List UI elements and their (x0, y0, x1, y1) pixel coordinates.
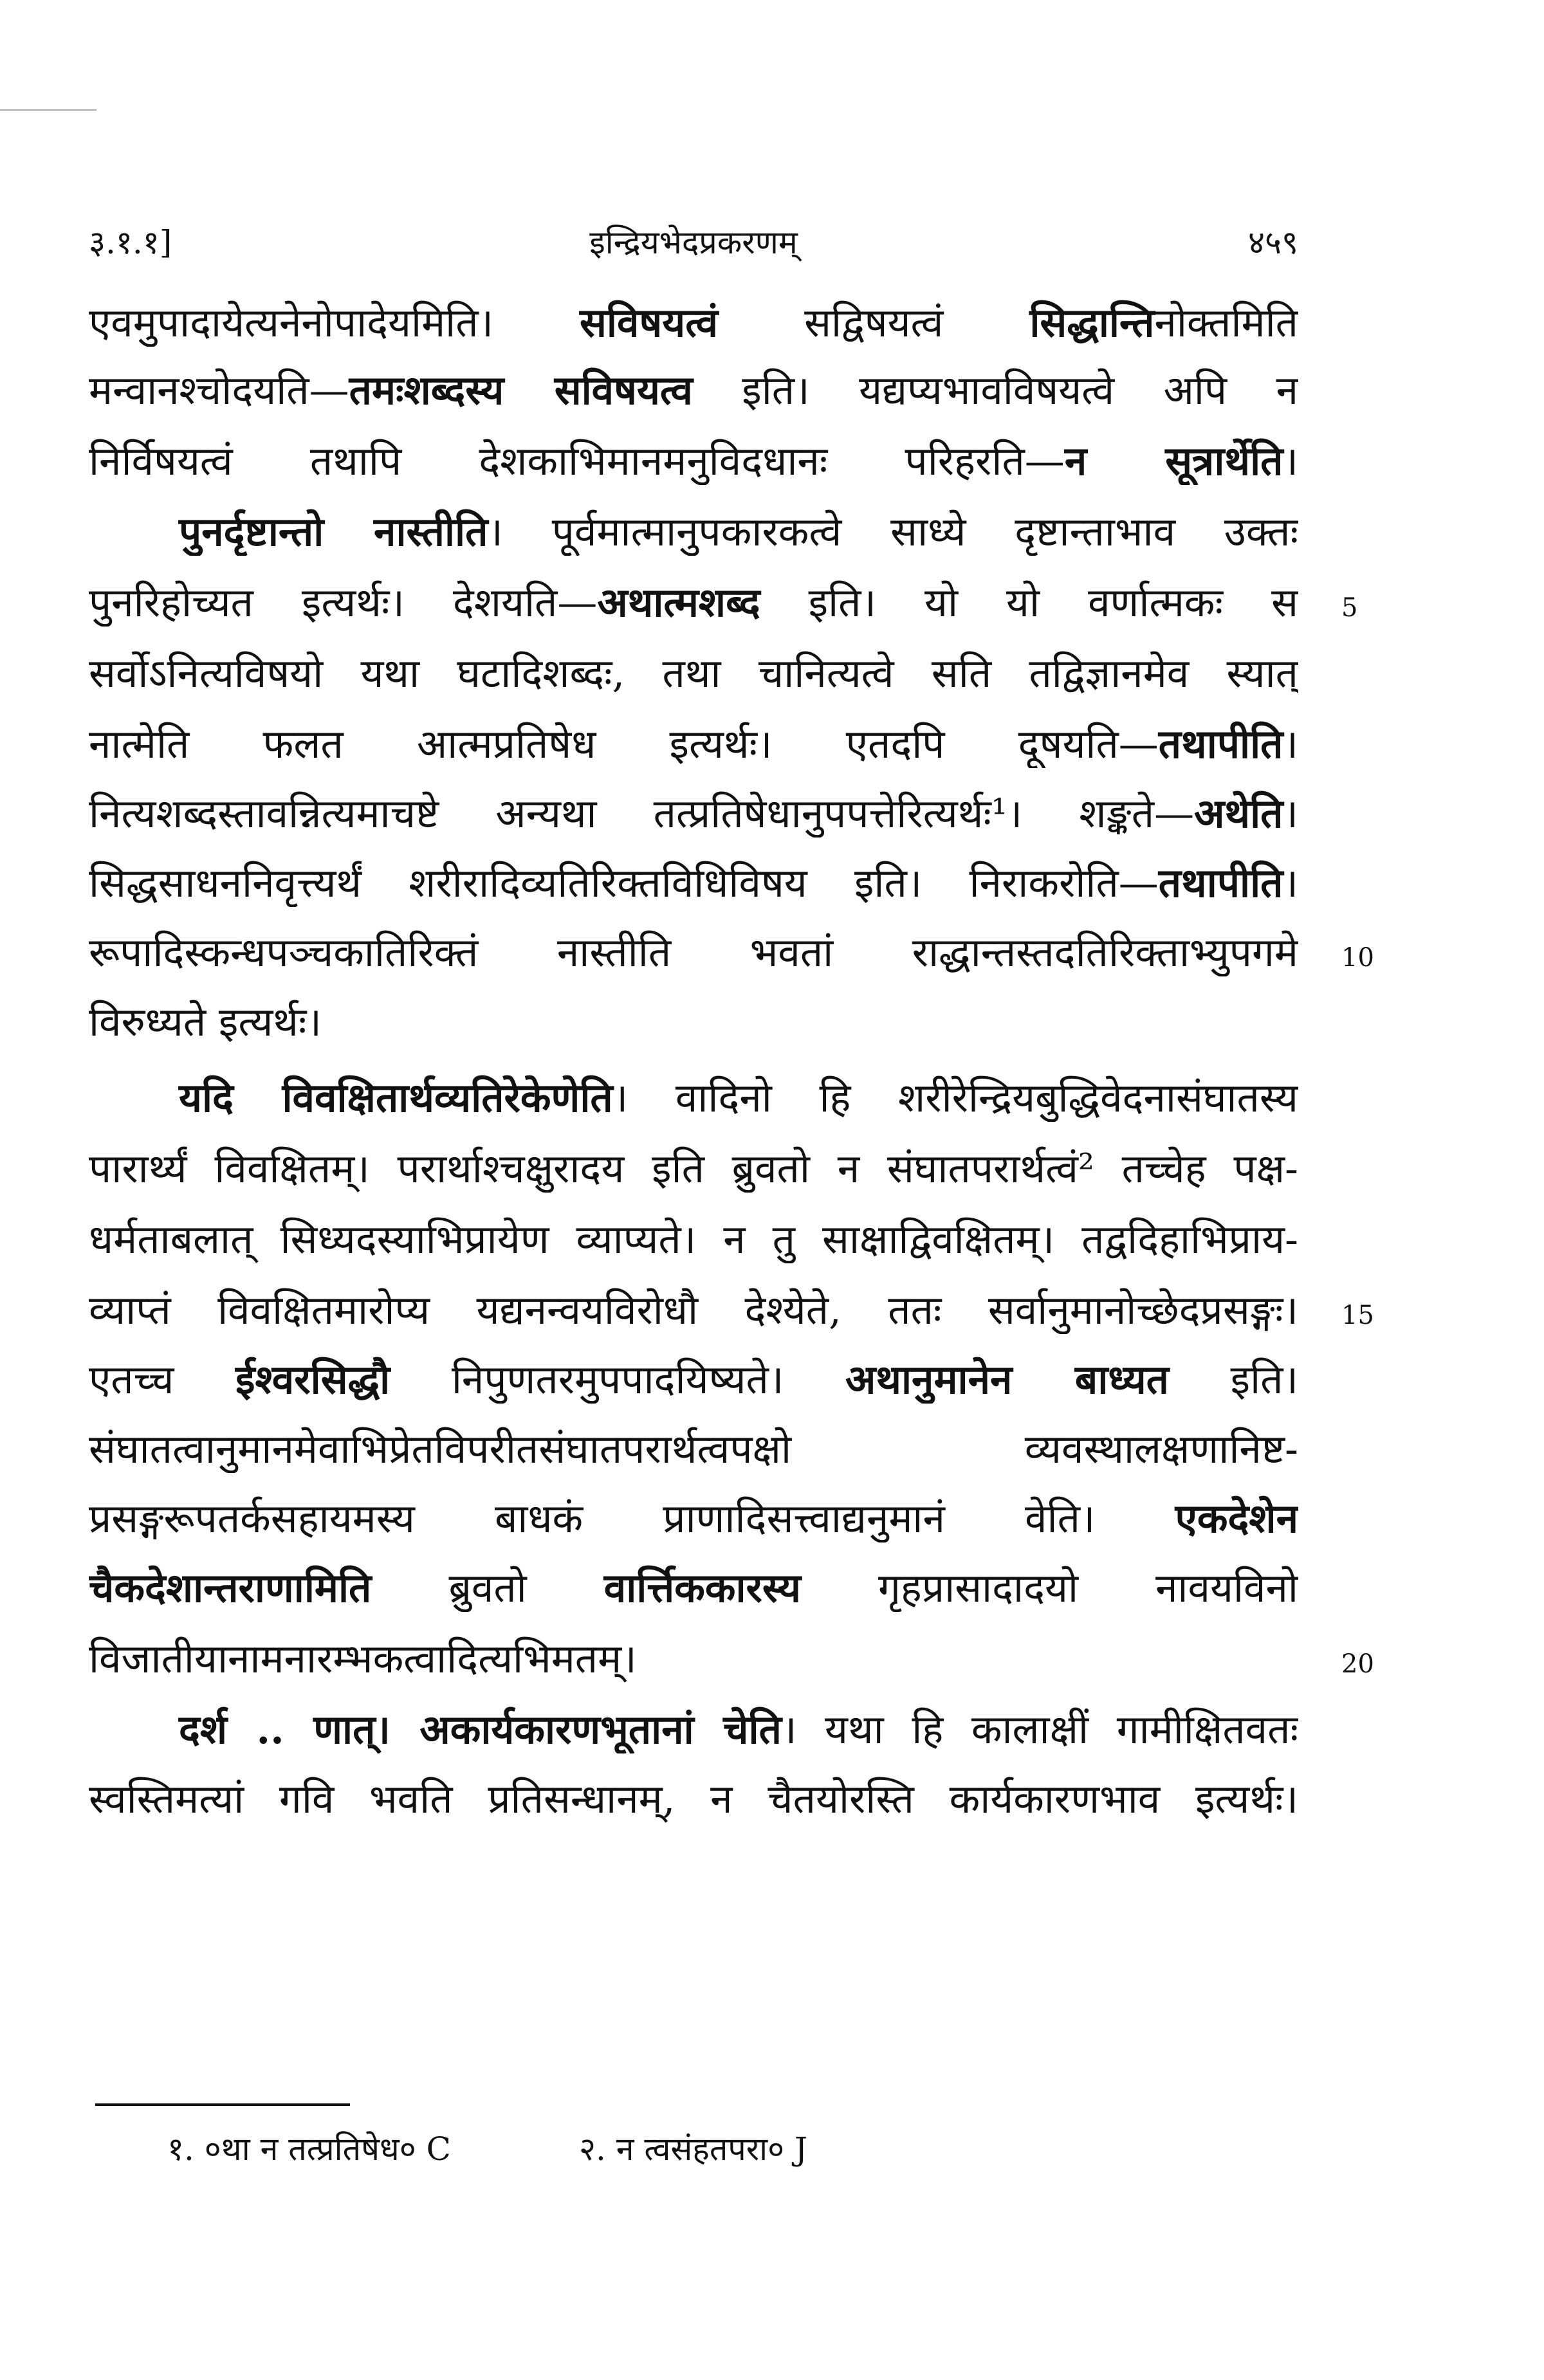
text-run: । वादिनो हि शरीरेन्द्रियबुद्धिवेदनासंघातस्य (612, 1074, 1298, 1121)
footnote-2: २. न त्वसंहतपरा० J (579, 2130, 808, 2168)
text-run: सद्विषयत्वं (718, 299, 1030, 346)
text-run: एवमुपादायेत्यनेनोपादेयमिति। (89, 299, 580, 346)
text-line (89, 1074, 1298, 1122)
bold-lemma: अथानुमानेन बाध्यत (845, 1356, 1170, 1403)
text-line (89, 859, 1298, 907)
text-run: पुनरिहोच्यत इत्यर्थः। देशयति— (89, 579, 598, 626)
text-line (89, 1706, 1298, 1753)
line-number: 5 (1341, 593, 1358, 623)
bold-lemma: अथेति (1194, 790, 1283, 837)
text-line (89, 1775, 1298, 1823)
text-line (89, 437, 1298, 485)
bold-lemma: न सूत्रार्थेति (1064, 437, 1283, 484)
text-line (89, 579, 1298, 627)
text-line (89, 1495, 1298, 1542)
text-line (89, 1635, 1298, 1683)
bold-lemma: वार्त्तिककारस्य (603, 1564, 801, 1611)
text-line (89, 508, 1298, 556)
bold-lemma: अथात्मशब्द (597, 579, 760, 626)
text-run: नोक्तमिति (1154, 299, 1298, 346)
bold-lemma: सिद्धान्ति (1029, 299, 1155, 346)
text-run: निर्विषयत्वं तथापि देशकाभिमानमनुविदधानः परिहरति— (89, 437, 1065, 484)
text-line (89, 1356, 1298, 1404)
text-line (89, 299, 1298, 347)
text-run: इति। यो यो वर्णात्मकः स (760, 579, 1298, 626)
text-line (89, 790, 1298, 838)
line-number: 20 (1341, 1649, 1374, 1679)
text-run: प्रसङ्गरूपतर्कसहायमस्य बाधकं प्राणादिसत्त्वाद्यनुमानं वेति। (89, 1495, 1175, 1542)
footnote-1: १. ०था न तत्प्रतिषेध० C (167, 2130, 451, 2168)
text-run: धर्मताबलात् सिध्यदस्याभिप्रायेण व्याप्यते। न तु साक्षाद्विवक्षितम्। तद्वदिहाभिप्राय- (89, 1216, 1298, 1263)
bold-lemma: तमःशब्दस्य सविषयत्व (349, 367, 693, 414)
text-run: विरुध्यते इत्यर्थः। (89, 998, 322, 1045)
text-run: । पूर्वमात्मानुपकारकत्वे साध्ये दृष्टान्ताभाव उक्तः (488, 508, 1298, 555)
text-run: स्वस्तिमत्यां गवि भवति प्रतिसन्धानम्, न चैतयोरस्ति कार्यकारणभाव इत्यर्थः। (89, 1775, 1298, 1822)
text-run: । (1283, 720, 1298, 767)
text-run: व्याप्तं विवक्षितमारोप्य यद्यनन्वयविरोधौ देश्येते, ततः सर्वानुमानोच्छेदप्रसङ्गः। (89, 1286, 1298, 1333)
chapter-title: इन्द्रियभेदप्रकरणम् (589, 224, 798, 261)
footnote-rule (95, 2103, 350, 2106)
text-run: सर्वोऽनित्यविषयो यथा घटादिशब्दः, तथा चानित्यत्वे सति तद्विज्ञानमेव स्यात् (89, 650, 1298, 697)
text-line (89, 720, 1298, 768)
text-line (89, 1216, 1298, 1263)
bold-lemma: यदि विवक्षितार्थव्यतिरेकेणेति (179, 1074, 613, 1121)
text-run: विजातीयानामनारम्भकत्वादित्यभिमतम्। (89, 1635, 637, 1682)
text-line (89, 1286, 1298, 1334)
text-run: । (1283, 437, 1298, 484)
text-run: निपुणतरमुपपादयिष्यते। (390, 1356, 846, 1403)
text-run: संघातत्वानुमानमेवाभिप्रेतविपरीतसंघातपरार्थत्वपक्षो व्यवस्थालक्षणानिष्ट- (89, 1425, 1298, 1472)
text-line (89, 1425, 1298, 1473)
text-line (89, 998, 1298, 1046)
text-run: । (1283, 790, 1298, 837)
bold-lemma: ईश्वरसिद्धौ (235, 1356, 391, 1403)
text-run: रूपादिस्कन्धपञ्चकातिरिक्तं नास्तीति भवतां राद्धान्तस्तदतिरिक्ताभ्युपगमे (89, 929, 1298, 976)
text-run: इति। (1169, 1356, 1298, 1403)
text-line (89, 1564, 1298, 1612)
text-run: एतच्च (89, 1356, 236, 1403)
line-number: 10 (1341, 943, 1374, 973)
text-line (89, 650, 1298, 697)
running-header (89, 212, 1298, 270)
text-run: सिद्धसाधननिवृत्त्यर्थं शरीरादिव्यतिरिक्तविधिविषय इति। निराकरोति— (89, 859, 1159, 906)
text-line (89, 929, 1298, 976)
text-run: । (1283, 859, 1298, 906)
text-run: मन्वानश्चोदयति— (89, 367, 349, 414)
text-run: नित्यशब्दस्तावन्नित्यमाचष्टे अन्यथा तत्प्रतिषेधानुपपत्तेरित्यर्थः¹। शङ्कते— (89, 790, 1195, 837)
text-run: गृहप्रासादादयो नावयविनो (800, 1564, 1298, 1611)
scan-edge-mark (0, 109, 96, 111)
bold-lemma: एकदेशेन (1175, 1495, 1298, 1542)
section-number: ३.१.१] (89, 224, 172, 261)
text-line (89, 1145, 1298, 1193)
text-run: इति। यद्यप्यभावविषयत्वे अपि न (692, 367, 1298, 414)
text-run: ब्रुवतो (371, 1564, 604, 1611)
bold-lemma: दर्श .. णात्। अकार्यकारणभूतानां चेति (179, 1706, 782, 1753)
bold-lemma: चैकदेशान्तराणामिति (89, 1564, 372, 1611)
bold-lemma: सविषयत्वं (580, 299, 719, 346)
text-run: । यथा हि कालाक्षीं गामीक्षितवतः (781, 1706, 1298, 1753)
bold-lemma: तथापीति (1158, 859, 1283, 906)
text-run: नात्मेति फलत आत्मप्रतिषेध इत्यर्थः। एतदपि दूषयति— (89, 720, 1159, 767)
bold-lemma: पुनर्दृष्टान्तो नास्तीति (179, 508, 488, 555)
line-number: 15 (1341, 1301, 1374, 1330)
text-line (89, 367, 1298, 414)
page-number: ४५९ (1248, 224, 1298, 261)
text-run: पारार्थ्यं विवक्षितम्। परार्थाश्चक्षुरादय इति ब्रुवतो न संघातपरार्थत्वं² तच्चेह पक्ष- (89, 1145, 1298, 1192)
bold-lemma: तथापीति (1158, 720, 1283, 767)
